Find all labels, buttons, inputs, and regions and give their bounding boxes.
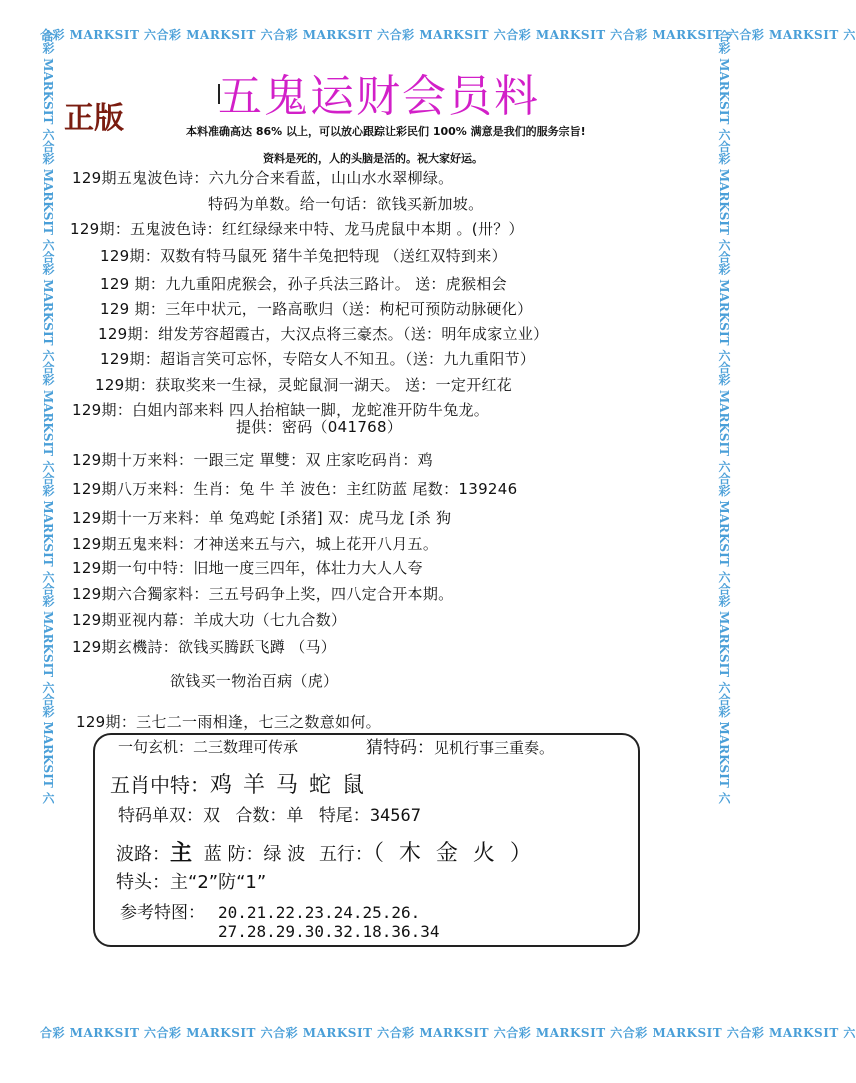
line-wuguai-material: 129期五鬼来料：才神送来五与六，城上花开八月五。 <box>72 535 439 553</box>
guess-row <box>366 733 554 758</box>
riddle-row <box>118 736 298 757</box>
line-80k: 129期八万来料：生肖：兔 牛 羊 波色：主红防蓝 尾数：139246 <box>72 480 518 498</box>
line-rain: 129期：三七二一雨相逢，七三之数意如何。 <box>76 713 381 731</box>
guess-value: 见机行事三重奏。 <box>434 739 555 757</box>
line-mystery-poem: 129期玄機詩：欲钱买腾跃飞蹲 （马） <box>72 638 337 656</box>
top-border-text: 合彩 MARKSIT 六合彩 MARKSIT 六合彩 MARKSIT 六合彩 MARKSIT 六合彩 MARKSIT 六合彩 MARKSIT 六合彩 MARKSIT 六 <box>40 28 856 42</box>
slogan: 本料准确高达 86% 以上，可以放心跟踪让彩民们 100% 满意是我们的服务宗旨! <box>186 125 586 138</box>
motto: 资料是死的，人的头脑是活的。祝大家好运。 <box>263 152 483 165</box>
wave-row <box>116 836 536 867</box>
left-border-text: 合彩 MARKSIT 六合彩 MARKSIT 六合彩 MARKSIT 六合彩 MARKSIT 六合彩 MARKSIT 六合彩 MARKSIT 六合彩 MARKSIT 六 <box>41 30 55 804</box>
line-double-ninth: 129 期：九九重阳虎猴会，孙子兵法三路计。 送：虎猴相会 <box>100 275 507 293</box>
line-laughter: 129期：超诣言笑可忘怀，专陪女人不知丑。（送：九九重阳节） <box>100 350 536 368</box>
zodiac-label: 五肖中特： <box>110 773 210 797</box>
wave-value: 蓝 防：绿 波 <box>203 844 306 865</box>
ref-label: 参考特图： <box>120 903 205 923</box>
sum-label: 合数： <box>235 806 287 826</box>
odd-even-value: 双 <box>203 806 220 826</box>
line-baijie: 129期：白姐内部来料 四人抬棺缺一脚，龙蛇准开防牛兔龙。 <box>72 401 490 419</box>
head-label: 特头： <box>116 872 170 893</box>
line-wuguai-poem: 129期五鬼波色诗：六九分合来看蓝，山山水水翠柳绿。 <box>72 169 454 187</box>
line-atv: 129期亚视内幕：羊成大功（七九合数） <box>72 611 347 629</box>
wave-label: 波路： <box>116 844 170 865</box>
wave-main: 主 <box>170 841 193 866</box>
odd-even-row <box>118 801 421 826</box>
element-value: （ 木 金 火 ） <box>372 841 536 866</box>
riddle-value: 二三数理可传承 <box>193 738 299 756</box>
page-title: 五鬼运财会员料 <box>218 71 540 122</box>
sum-value: 单 <box>286 806 304 826</box>
line-odd-number: 特码为单数。给一句话：欲钱买新加坡。 <box>208 195 484 213</box>
guess-label: 猜特码： <box>366 738 434 758</box>
head-value: 主“2”防“1” <box>170 872 267 893</box>
line-one-sentence: 129期一句中特：旧地一度三四年，体壮力大人人夸 <box>72 559 423 577</box>
tail-label: 特尾： <box>318 806 370 826</box>
head-row <box>116 868 266 894</box>
genuine-logo: 正版 <box>64 101 124 136</box>
tail-value: 34567 <box>369 806 421 826</box>
odd-even-label: 特码单双： <box>118 806 203 826</box>
right-border-text: 合彩 MARKSIT 六合彩 MARKSIT 六合彩 MARKSIT 六合彩 MARKSIT 六合彩 MARKSIT 六合彩 MARKSIT 六合彩 MARKSIT 六 <box>717 30 731 804</box>
riddle-label: 一句玄机： <box>118 738 194 756</box>
line-exclusive: 129期六合獨家料：三五号码争上奖，四八定合开本期。 <box>72 585 454 603</box>
element-label: 五行： <box>318 844 373 865</box>
ref-row-1: 20.21.22.23.24.25.26. <box>218 903 421 922</box>
line-100k: 129期十万来料：一跟三定 單雙：双 庄家吃码肖：鸡 <box>72 451 433 469</box>
bottom-border-text: 合彩 MARKSIT 六合彩 MARKSIT 六合彩 MARKSIT 六合彩 MARKSIT 六合彩 MARKSIT 六合彩 MARKSIT 六合彩 MARKSIT 六 <box>40 1026 856 1040</box>
line-top-scholar: 129 期：三年中状元，一路高歌归（送：枸杞可预防动脉硬化） <box>100 300 533 318</box>
line-password: 提供：密码（041768） <box>236 418 403 436</box>
line-red-hair: 129期：绀发芳容超霞古，大汉点将三豪杰。（送：明年成家立业） <box>98 325 549 343</box>
line-cure-all: 欲钱买一物治百病（虎） <box>170 672 339 690</box>
zodiac-value: 鸡 羊 马 蛇 鼠 <box>210 773 366 798</box>
line-110k: 129期十一万来料：单 兔鸡蛇 [杀猪] 双：虎马龙 [杀 狗 <box>72 509 452 527</box>
line-double-number: 129期：双数有特马鼠死 猪牛羊兔把特现 （送红双特到来） <box>100 247 507 265</box>
line-color-poem: 129期：五鬼波色诗：红红绿绿来中特、龙马虎鼠中本期 。(卅？） <box>70 220 524 238</box>
line-reward: 129期：获取奖来一生禄，灵蛇鼠洞一湖天。 送：一定开红花 <box>95 376 513 394</box>
ref-row-2: 27.28.29.30.32.18.36.34 <box>218 922 440 941</box>
zodiac-row <box>110 768 366 799</box>
